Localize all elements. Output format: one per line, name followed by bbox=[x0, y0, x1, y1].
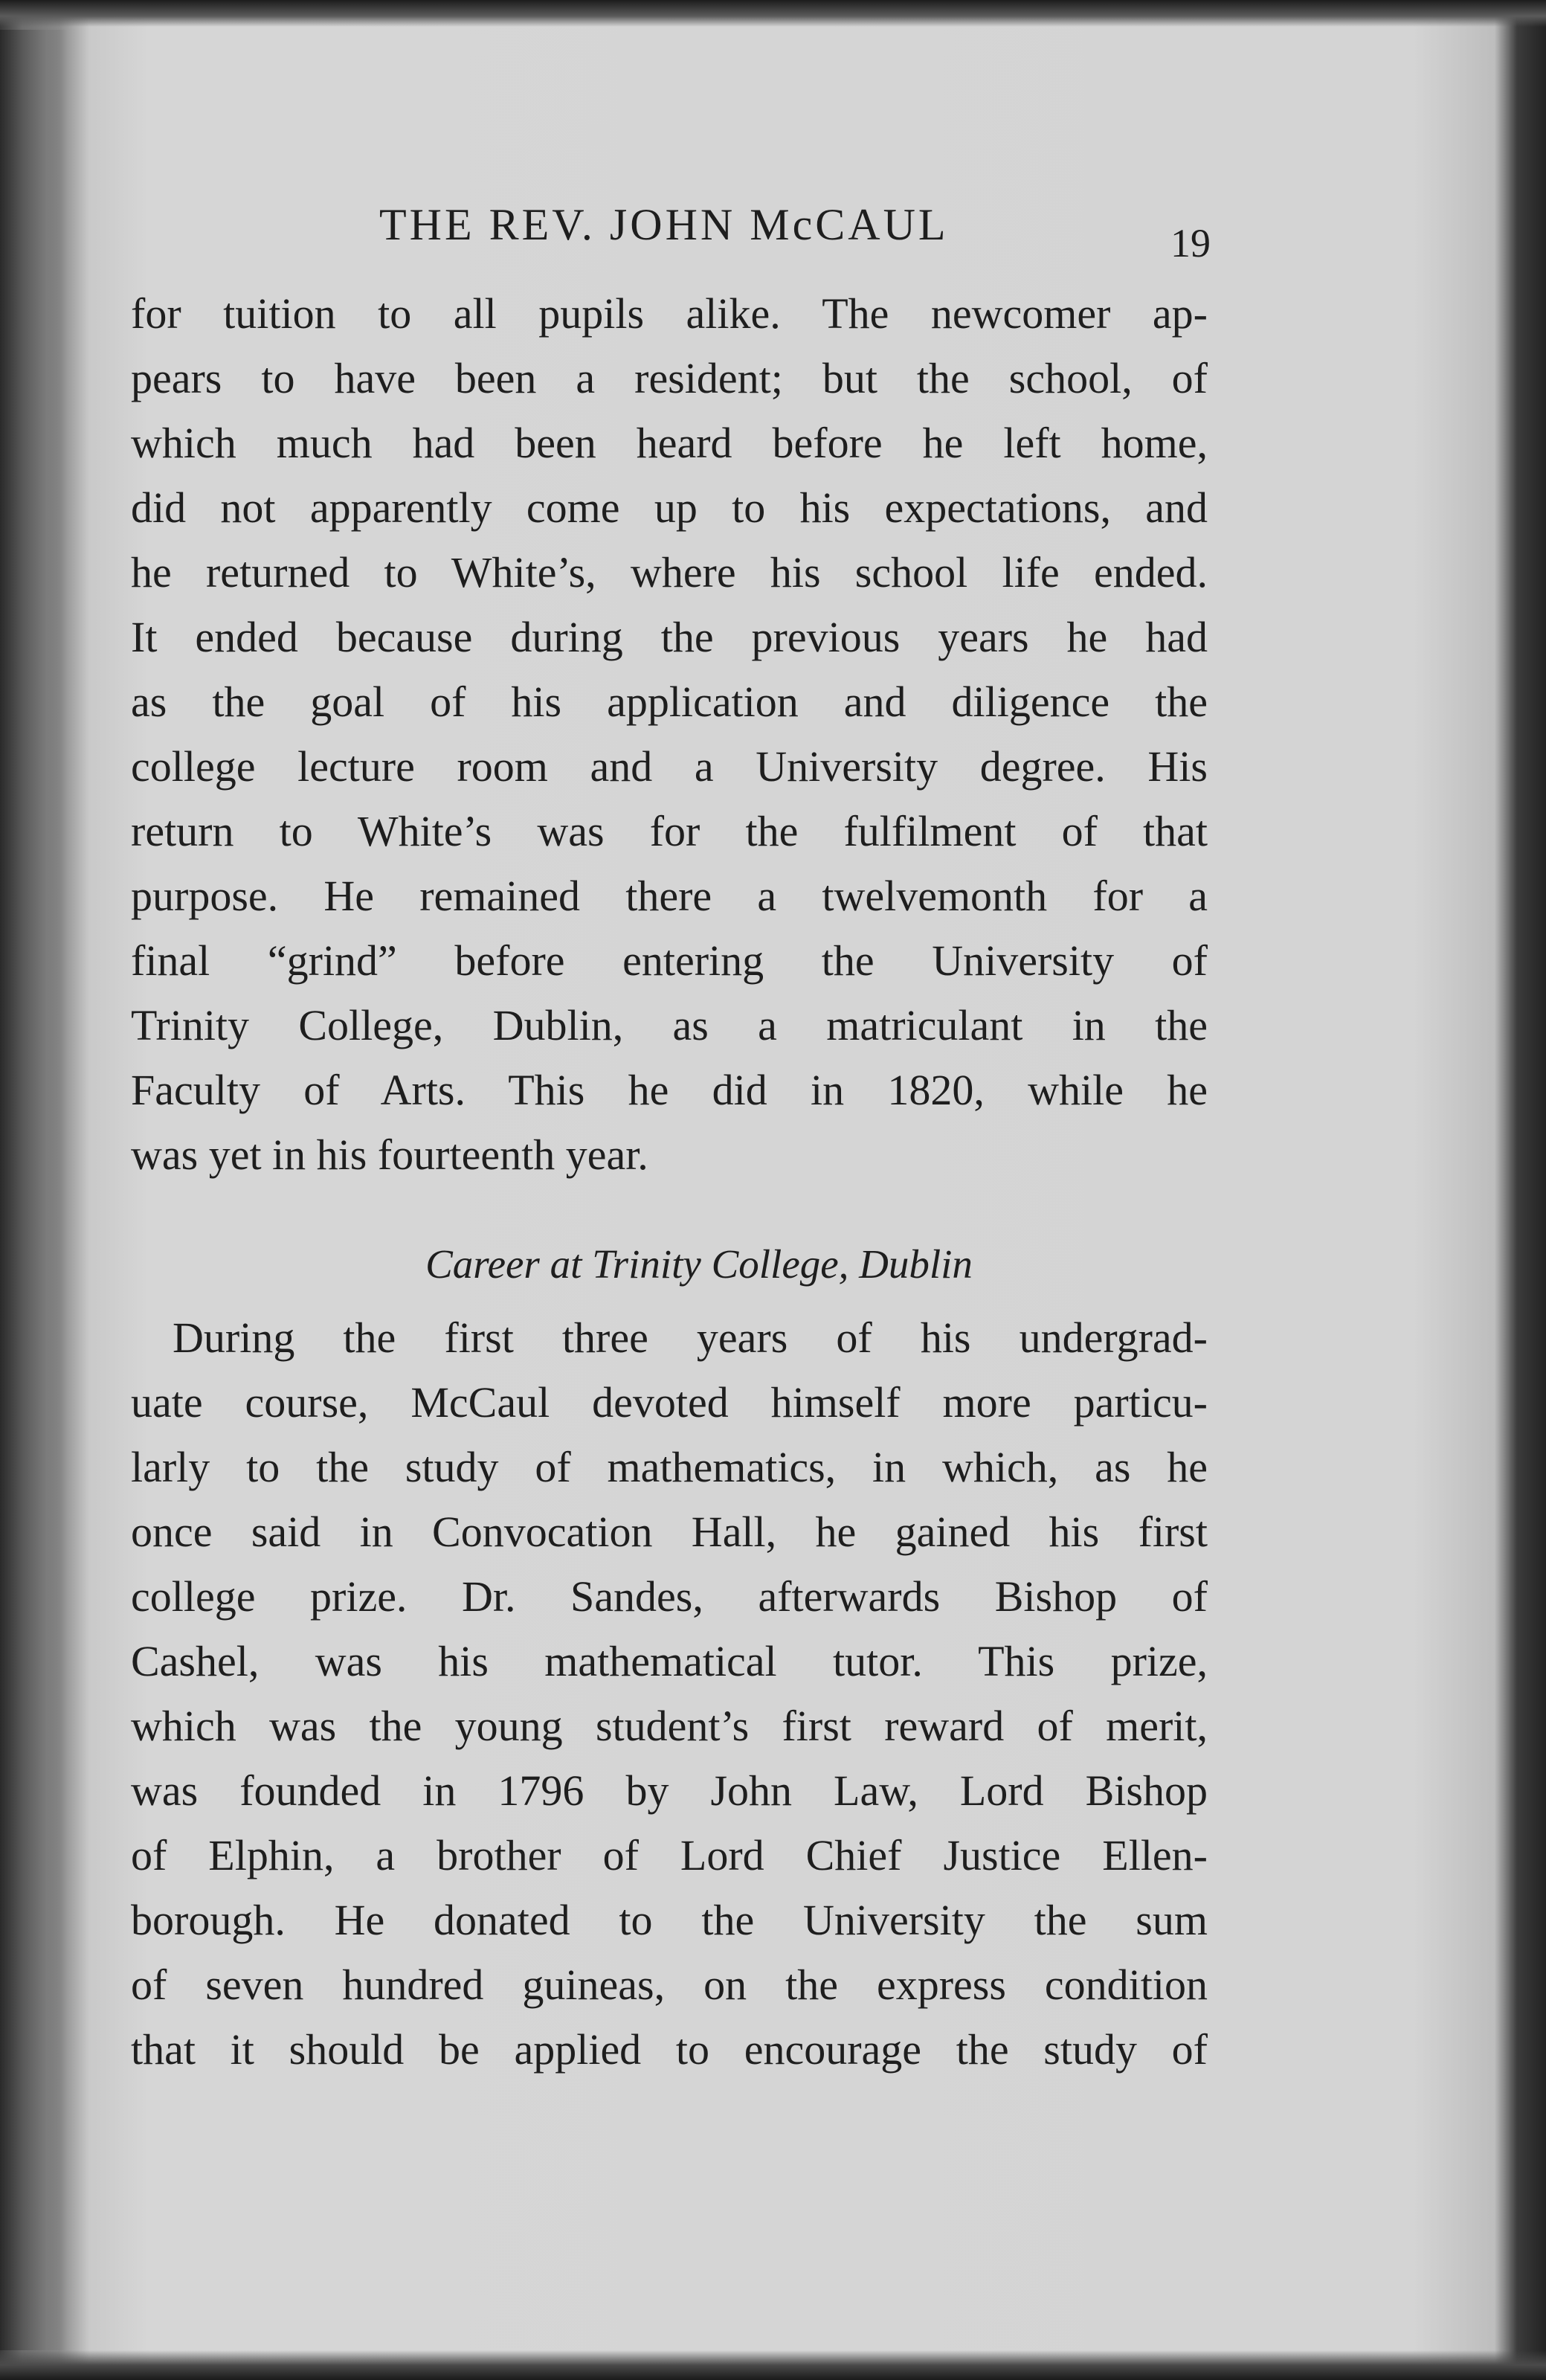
text-line: larly to the study of mathematics, in which, as he bbox=[131, 1443, 1208, 1491]
text-line: uate course, McCaul devoted himself more particu- bbox=[131, 1378, 1208, 1427]
text-line: borough. He donated to the University the sum bbox=[131, 1896, 1208, 1944]
text-line: Faculty of Arts. This he did in 1820, while he bbox=[131, 1066, 1208, 1114]
text-line: Trinity College, Dublin, as a matriculant in the bbox=[131, 1001, 1208, 1049]
body-text bbox=[131, 281, 1208, 2082]
text-line: for tuition to all pupils alike. The newcomer ap- bbox=[131, 289, 1208, 338]
text-line: Cashel, was his mathematical tutor. This prize, bbox=[131, 1637, 1208, 1685]
text-line: college prize. Dr. Sandes, afterwards Bishop of bbox=[131, 1572, 1208, 1621]
text-line: college lecture room and a University degree. His bbox=[131, 742, 1208, 791]
text-line: that it should be applied to encourage the study of bbox=[131, 2025, 1208, 2074]
text-line: return to White’s was for the fulfilment of that bbox=[131, 807, 1208, 855]
text-line: which was the young student’s first reward of merit, bbox=[131, 1702, 1208, 1750]
text-line: During the first three years of his undergrad- bbox=[173, 1313, 1208, 1362]
paragraph-2 bbox=[131, 1305, 1208, 2082]
text-line: was yet in his fourteenth year. bbox=[131, 1130, 648, 1179]
text-line: once said in Convocation Hall, he gained his first bbox=[131, 1508, 1208, 1556]
running-head: THE REV. JOHN McCAUL bbox=[379, 200, 949, 249]
text-line: of seven hundred guineas, on the express condition bbox=[131, 1961, 1208, 2009]
text-line: which much had been heard before he left home, bbox=[131, 419, 1208, 467]
text-line: did not apparently come up to his expectations, and bbox=[131, 483, 1208, 532]
text-line: as the goal of his application and diligence the bbox=[131, 678, 1208, 726]
page-number: 19 bbox=[1170, 221, 1211, 266]
section-heading: Career at Trinity College, Dublin bbox=[425, 1241, 973, 1287]
text-line: was founded in 1796 by John Law, Lord Bishop bbox=[131, 1766, 1208, 1815]
text-line: he returned to White’s, where his school life ended. bbox=[131, 548, 1208, 596]
text-line: pears to have been a resident; but the school, of bbox=[131, 354, 1208, 402]
text-line: purpose. He remained there a twelvemonth for a bbox=[131, 872, 1208, 920]
text-line: It ended because during the previous years he had bbox=[131, 613, 1208, 661]
text-line: of Elphin, a brother of Lord Chief Justice Ellen- bbox=[131, 1831, 1208, 1879]
text-line: final “grind” before entering the University of bbox=[131, 936, 1208, 985]
paragraph-1 bbox=[131, 281, 1208, 1187]
